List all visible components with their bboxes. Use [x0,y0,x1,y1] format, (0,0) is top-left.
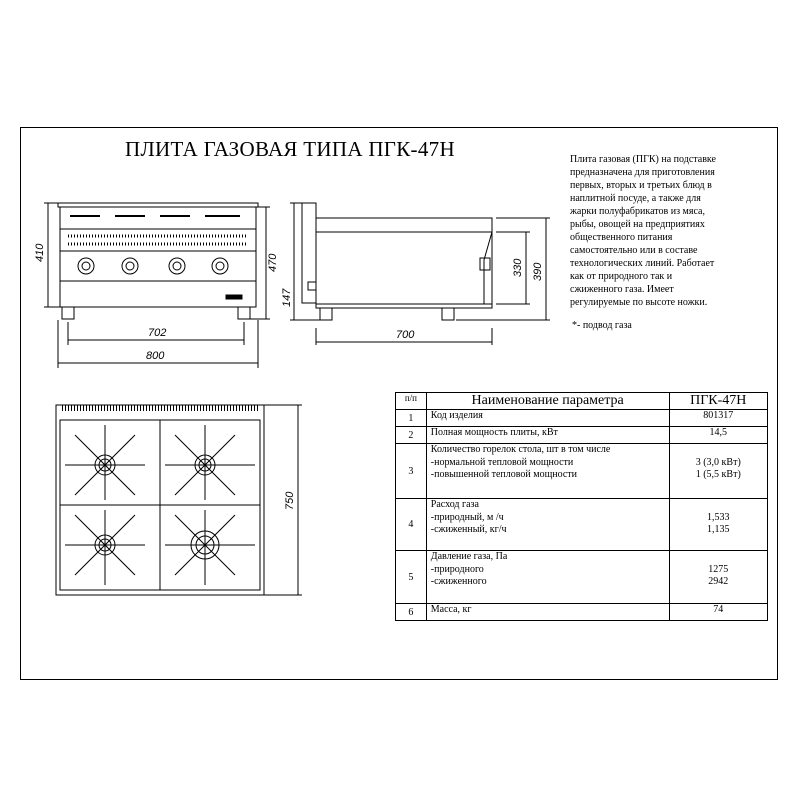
row-param [426,499,669,551]
description-line: самостоятельно или в составе [570,245,698,256]
value-line: 1275 [708,563,729,575]
description-line: Плита газовая (ПГК) на подставке [570,154,716,165]
table-row [396,604,768,621]
row-param [426,444,669,499]
front-view [44,203,270,368]
param-line: -сжиженный, кг/ч [430,524,507,535]
gas-inlet-note: *- подвод газа [572,320,632,331]
param-line: -повышенной тепловой мощности [430,469,578,480]
value-line [674,444,764,457]
knob-icon [122,258,138,274]
description-line: общественного питания [570,232,673,243]
row-param [426,427,669,444]
dimension-label: 390 [532,262,544,281]
dimension-label: 702 [148,327,167,339]
dimension-label: 330 [512,258,524,277]
value-line: 1,533 [707,511,730,523]
row-value [669,551,768,604]
param-line: -сжиженного [430,576,487,587]
burner-icon [165,425,255,500]
row-num: 5 [396,551,427,604]
dimension-label: 410 [34,243,46,262]
row-value [669,499,768,551]
description-line: технологических линий. Работает [570,258,715,269]
description-line: регулируемые по высоте ножки. [570,297,708,308]
side-view [290,203,550,345]
value-line [674,499,764,512]
param-line: Полная мощность плиты, кВт [430,427,558,438]
knob-icon [78,258,94,274]
knob-icon [480,258,490,270]
row-num: 6 [396,604,427,621]
description-line: сжиженного газа. Имеет [570,284,674,295]
row-param [426,410,669,427]
value-line [674,551,764,564]
col-header-value: ПГК-47Н [669,393,768,410]
dimension-label: 750 [284,491,296,510]
row-num: 3 [396,444,427,499]
burner-icon [65,510,145,585]
param-line: -природный, м /ч [430,511,504,523]
param-line: Код изделия [430,410,483,421]
value-line: 14,5 [709,427,727,438]
row-param [426,551,669,604]
table-row [396,427,768,444]
param-line: Расход газа [430,499,479,510]
row-num: 4 [396,499,427,551]
col-header-num: п/п [396,393,427,410]
row-param [426,604,669,621]
table-header-row [396,393,768,410]
description-line: первых, вторых и третьих блюд в [570,180,712,191]
param-line: -нормальной тепловой мощности [430,456,574,468]
row-value [669,427,768,444]
description-line: как от природного так и [570,271,673,282]
param-line: Количество горелок стола, шт в том числе [430,444,611,455]
value-line: 74 [713,604,724,615]
knob-icon [212,258,228,274]
dimension-label: 800 [146,350,165,362]
col-header-param: Наименование параметра [426,393,669,410]
value-line: 1 (5,5 кВт) [695,469,741,480]
table-row [396,499,768,551]
description-line: жарки полуфабрикатов из мяса, [570,206,705,217]
row-value [669,410,768,427]
dimension-label: 147 [281,288,293,307]
top-view [56,405,302,595]
dimension-label: 700 [396,329,415,341]
table-row [396,551,768,604]
dimension-label: 470 [267,253,279,272]
value-line: 2942 [708,576,729,587]
table-row [396,444,768,499]
row-num: 1 [396,410,427,427]
row-value [669,444,768,499]
specification-table [395,392,768,621]
row-num: 2 [396,427,427,444]
drawing-title: ПЛИТА ГАЗОВАЯ ТИПА ПГК-47Н [125,137,455,161]
table-row [396,410,768,427]
description-line: предназначена для приготовления [570,167,715,178]
burner-icon [165,510,255,585]
row-value [669,604,768,621]
burner-icon [65,425,145,500]
param-line: Давление газа, Па [430,551,508,562]
value-line: 1,135 [707,524,730,535]
param-line: -природного [430,563,484,575]
value-line: 801317 [703,410,734,421]
knob-icon [169,258,185,274]
description-line: рыбы, овощей на предприятиях [570,219,705,230]
param-line: Масса, кг [430,604,472,615]
value-line: 3 (3,0 кВт) [695,456,741,468]
description-line: наплитной посуде, а также для [570,193,701,204]
